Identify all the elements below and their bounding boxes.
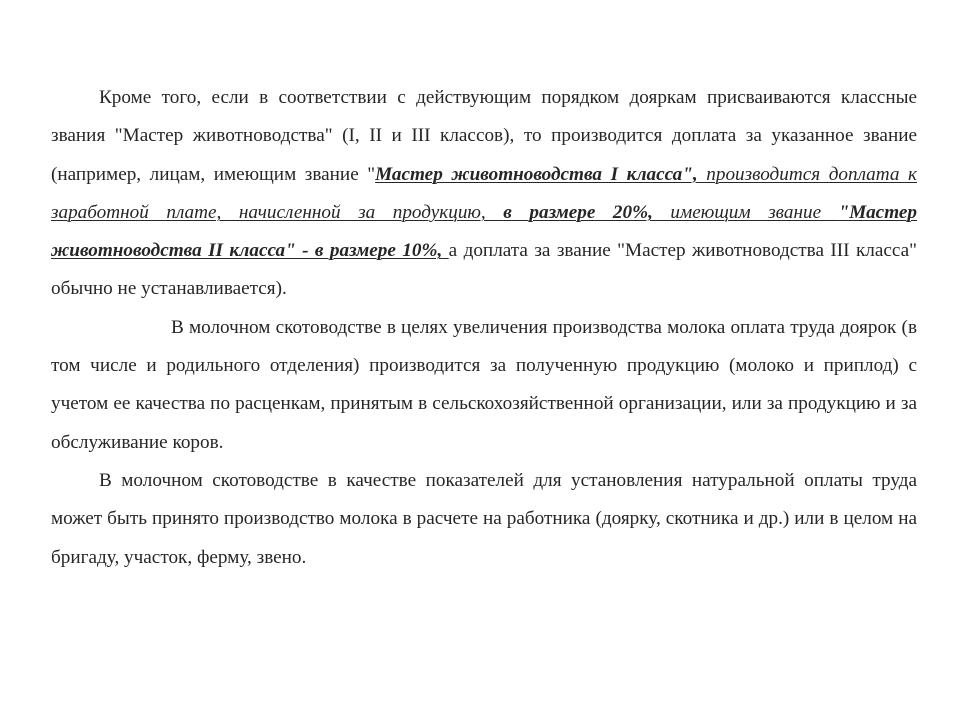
- paragraph-1-text-end: а доплата за звание "Мастер животноводства III класса" обычно не устанавливается).: [51, 240, 917, 300]
- title-holders-emphasis: имеющим звание: [652, 201, 839, 223]
- paragraph-dairy-pay: В молочном скотоводстве в целях увеличения производства молока оплата труда доярок (в том числе и родильного отделения) производится за полученную продукцию (молоко и приплод) с учетом ее качества по расценкам, принятым в сельскохозяйственной организации, или за продукцию и за обслуживание коров.: [51, 316, 917, 453]
- paragraph-natural-pay: В молочном скотоводстве в качестве показателей для установления натуральной оплаты труда может быть принято производство молока в расчете на работника (доярку, скотника и др.) или в целом на бригаду, участок, ферму, звено.: [51, 469, 917, 568]
- title-class-2-emphasis: "Мастер животноводства II класса" - в размере 10%,: [51, 201, 917, 262]
- title-class-1-emphasis: Мастер животноводства I класса",: [375, 163, 698, 185]
- document-body: [51, 79, 917, 577]
- paragraph-bonus-for-titles: [51, 79, 917, 309]
- bonus-20-percent-emphasis: в размере 20%,: [503, 201, 653, 223]
- paragraph-1-text-start: Кроме того, если в соответствии с действующим порядком дояркам присваиваются классные звания "Мастер животноводства" (I, II и III классов), то производится доплата за указанное звание (например, лицам, имеющим звание ": [51, 87, 917, 185]
- bonus-description-emphasis: производится доплата к заработной плате, начисленной за продукцию,: [51, 163, 917, 223]
